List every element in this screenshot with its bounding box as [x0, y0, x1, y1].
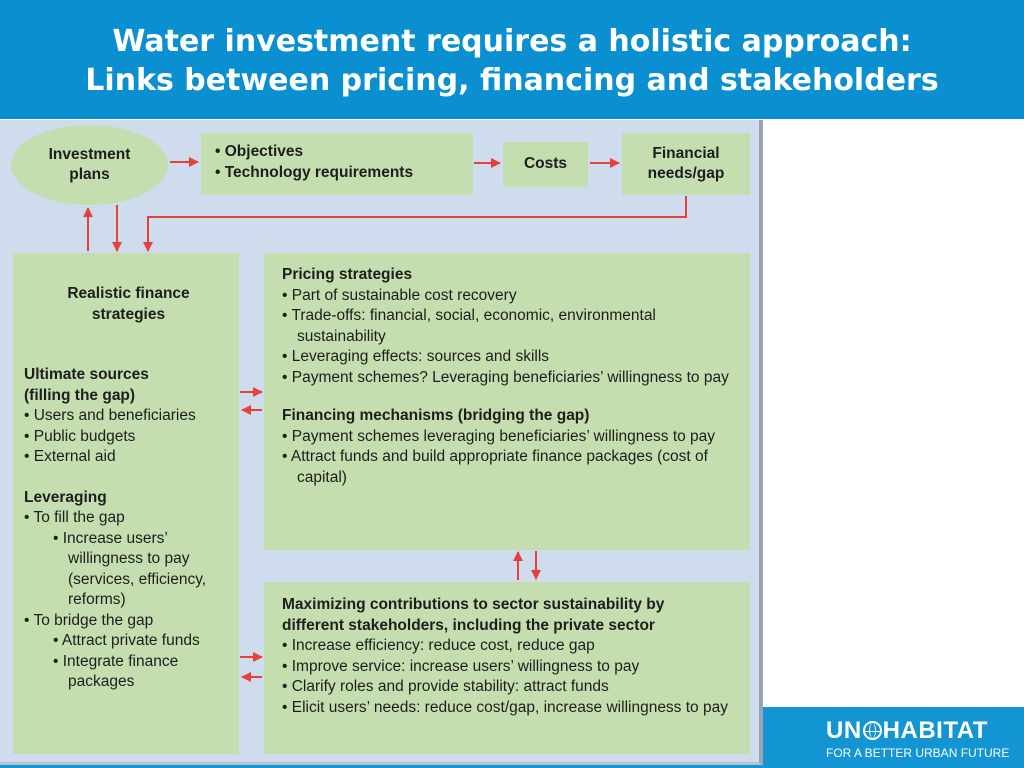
fill-gap-item: • To fill the gap — [24, 509, 125, 526]
bridge-gap-subitem: • Integrate finance packages — [53, 652, 179, 690]
pricing-item: • Leveraging effects: sources and skills — [282, 348, 550, 365]
financing-mechanisms-heading: Financing mechanisms (bridging the gap) — [282, 407, 590, 424]
logo-habitat: HABITAT — [882, 717, 988, 744]
finance-heading-line-1: Realistic finance — [67, 285, 190, 302]
investment-plans-line-2: plans — [69, 166, 110, 183]
finance-heading-line-2: strategies — [91, 305, 166, 323]
logo-wordmark — [826, 718, 1009, 744]
stakeholder-item: • Elicit users’ needs: reduce cost/gap, increase willingness to pay — [282, 698, 728, 716]
stakeholder-item: • Improve service: increase users’ willingness to pay — [282, 657, 640, 675]
diagram-panel — [0, 120, 763, 765]
bridge-gap-item: • To bridge the gap — [24, 611, 154, 629]
stakeholders-heading-line-1: Maximizing contributions to sector sustainability by — [282, 596, 665, 613]
pricing-heading: Pricing strategies — [282, 266, 413, 283]
ultimate-sources-heading: Ultimate sources — [24, 366, 149, 383]
financial-needs-line-2: needs/gap — [647, 165, 725, 182]
un-habitat-logo — [826, 718, 1009, 760]
costs-label: Costs — [523, 155, 568, 173]
slide-title — [0, 22, 1024, 100]
stakeholder-item: • Increase efficiency: reduce cost, reduce gap — [282, 637, 595, 654]
leveraging-heading: Leveraging — [24, 488, 107, 506]
title-line-2: Links between pricing, financing and stakeholders — [85, 63, 939, 98]
connector-arrows — [0, 120, 763, 765]
pricing-item: • Trade-offs: financial, social, economic, environmental sustainability — [282, 307, 656, 345]
source-item: • External aid — [24, 448, 116, 465]
financing-item: • Payment schemes leveraging beneficiaries’ willingness to pay — [282, 427, 716, 445]
title-line-1: Water investment requires a holistic approach: — [112, 24, 912, 59]
objectives-item: • Objectives — [215, 143, 304, 160]
logo-un: UN — [826, 717, 862, 744]
header-bar — [0, 0, 1024, 119]
financing-item: • Attract funds and build appropriate finance packages (cost of capital) — [282, 448, 708, 486]
financial-needs-line-1: Financial — [652, 144, 720, 162]
source-item: • Users and beneficiaries — [24, 407, 196, 424]
investment-plans-line-1: Investment — [48, 145, 131, 163]
stakeholder-item: • Clarify roles and provide stability: attract funds — [282, 678, 609, 695]
technology-requirements-item: • Technology requirements — [215, 163, 414, 181]
pricing-item: • Part of sustainable cost recovery — [282, 286, 517, 304]
stakeholders-heading-line-2: different stakeholders, including the private sector — [282, 616, 655, 634]
globe-icon — [863, 721, 882, 740]
bridge-gap-subitem: • Attract private funds — [53, 632, 200, 649]
ultimate-sources-subheading: (filling the gap) — [24, 386, 136, 404]
logo-tagline: FOR A BETTER URBAN FUTURE — [826, 746, 1010, 760]
source-item: • Public budgets — [24, 427, 136, 445]
arrow-needs-to-finance — [148, 196, 686, 251]
pricing-item: • Payment schemes? Leveraging beneficiaries’ willingness to pay — [282, 368, 729, 386]
fill-gap-subitem: • Increase users’ willingness to pay (services, efficiency, reforms) — [53, 529, 207, 608]
